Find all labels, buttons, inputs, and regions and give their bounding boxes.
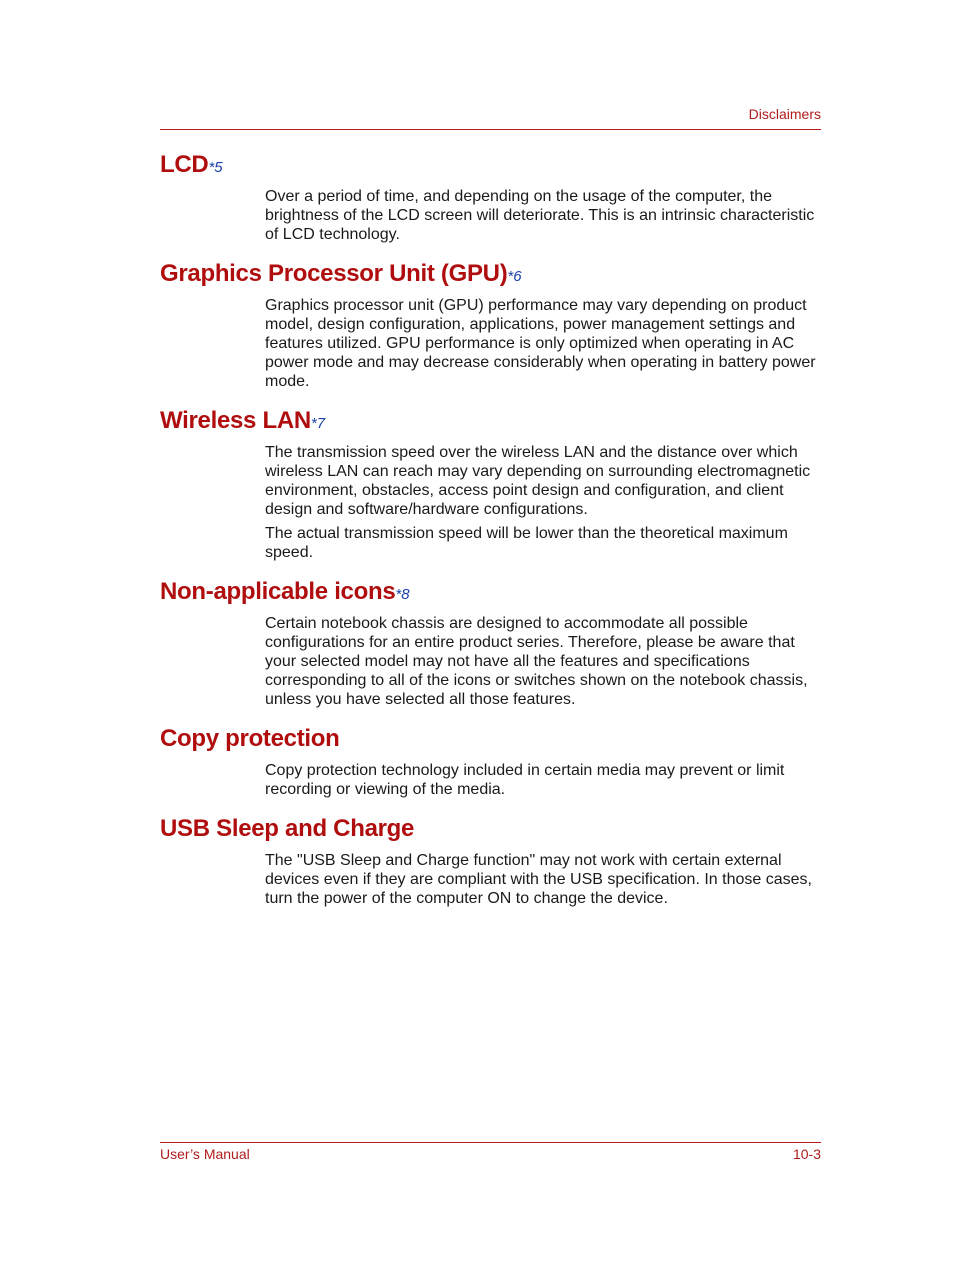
section-usb-sleep-and-charge [160, 814, 821, 908]
section-heading [160, 259, 821, 289]
section-heading [160, 814, 821, 844]
section-wireless-lan [160, 406, 821, 562]
section-copy-protection [160, 724, 821, 799]
section-heading-text: Wireless LAN [160, 407, 311, 434]
section-body [265, 296, 821, 391]
footer-rule [160, 1142, 821, 1143]
section-heading-text: LCD [160, 151, 209, 178]
section-lcd [160, 150, 821, 244]
paragraph: The transmission speed over the wireless LAN and the distance over which wireless LAN can reach may vary depending on surrounding electromagnetic environment, obstacles, access point design and configuration, and client design and software/hardware configurations. [265, 444, 811, 518]
paragraph: The actual transmission speed will be lower than the theoretical maximum speed. [265, 525, 788, 561]
paragraph: Copy protection technology included in certain media may prevent or limit recording or viewing of the media. [265, 762, 785, 798]
paragraph: Graphics processor unit (GPU) performance may vary depending on product model, design configuration, applications, power management settings and features utilized. GPU performance is only optimized when operating in AC power mode and may decrease considerably when operating in battery power mode. [265, 297, 816, 390]
section-gpu [160, 259, 821, 391]
page-content [160, 150, 821, 923]
section-body [265, 443, 821, 562]
paragraph: The "USB Sleep and Charge function" may not work with certain external devices even if they are compliant with the USB specification. In those cases, turn the power of the computer ON to change the device. [265, 852, 812, 907]
section-heading [160, 406, 821, 436]
paragraph: Certain notebook chassis are designed to accommodate all possible configurations for an entire product series. Therefore, please be aware that your selected model may not have all the features and specifications corresponding to all of the icons or switches shown on the notebook chassis, unless you have selected all those features. [265, 615, 808, 708]
header-rule [160, 129, 821, 130]
section-heading-text: Graphics Processor Unit (GPU) [160, 260, 508, 287]
footer-page-number: 10-3 [792, 1146, 821, 1162]
section-body [265, 761, 821, 799]
footnote-reference-link[interactable]: *7 [310, 415, 326, 432]
paragraph: Over a period of time, and depending on the usage of the computer, the brightness of the LCD screen will deteriorate. This is an intrinsic characteristic of LCD technology. [265, 188, 815, 243]
section-heading-text: Copy protection [160, 725, 340, 752]
footnote-reference-link[interactable]: *8 [395, 586, 410, 603]
section-heading [160, 150, 821, 180]
section-body [265, 614, 821, 709]
section-heading [160, 577, 821, 607]
section-heading-text: USB Sleep and Charge [160, 815, 415, 842]
section-non-applicable-icons [160, 577, 821, 709]
footer-manual-title: User’s Manual [160, 1146, 250, 1162]
section-body [265, 187, 821, 244]
section-heading [160, 724, 821, 754]
section-body [265, 851, 821, 908]
section-heading-text: Non-applicable icons [160, 578, 396, 605]
footnote-reference-link[interactable]: *6 [507, 268, 522, 285]
footnote-reference-link[interactable]: *5 [208, 159, 223, 176]
running-header: Disclaimers [748, 106, 821, 122]
